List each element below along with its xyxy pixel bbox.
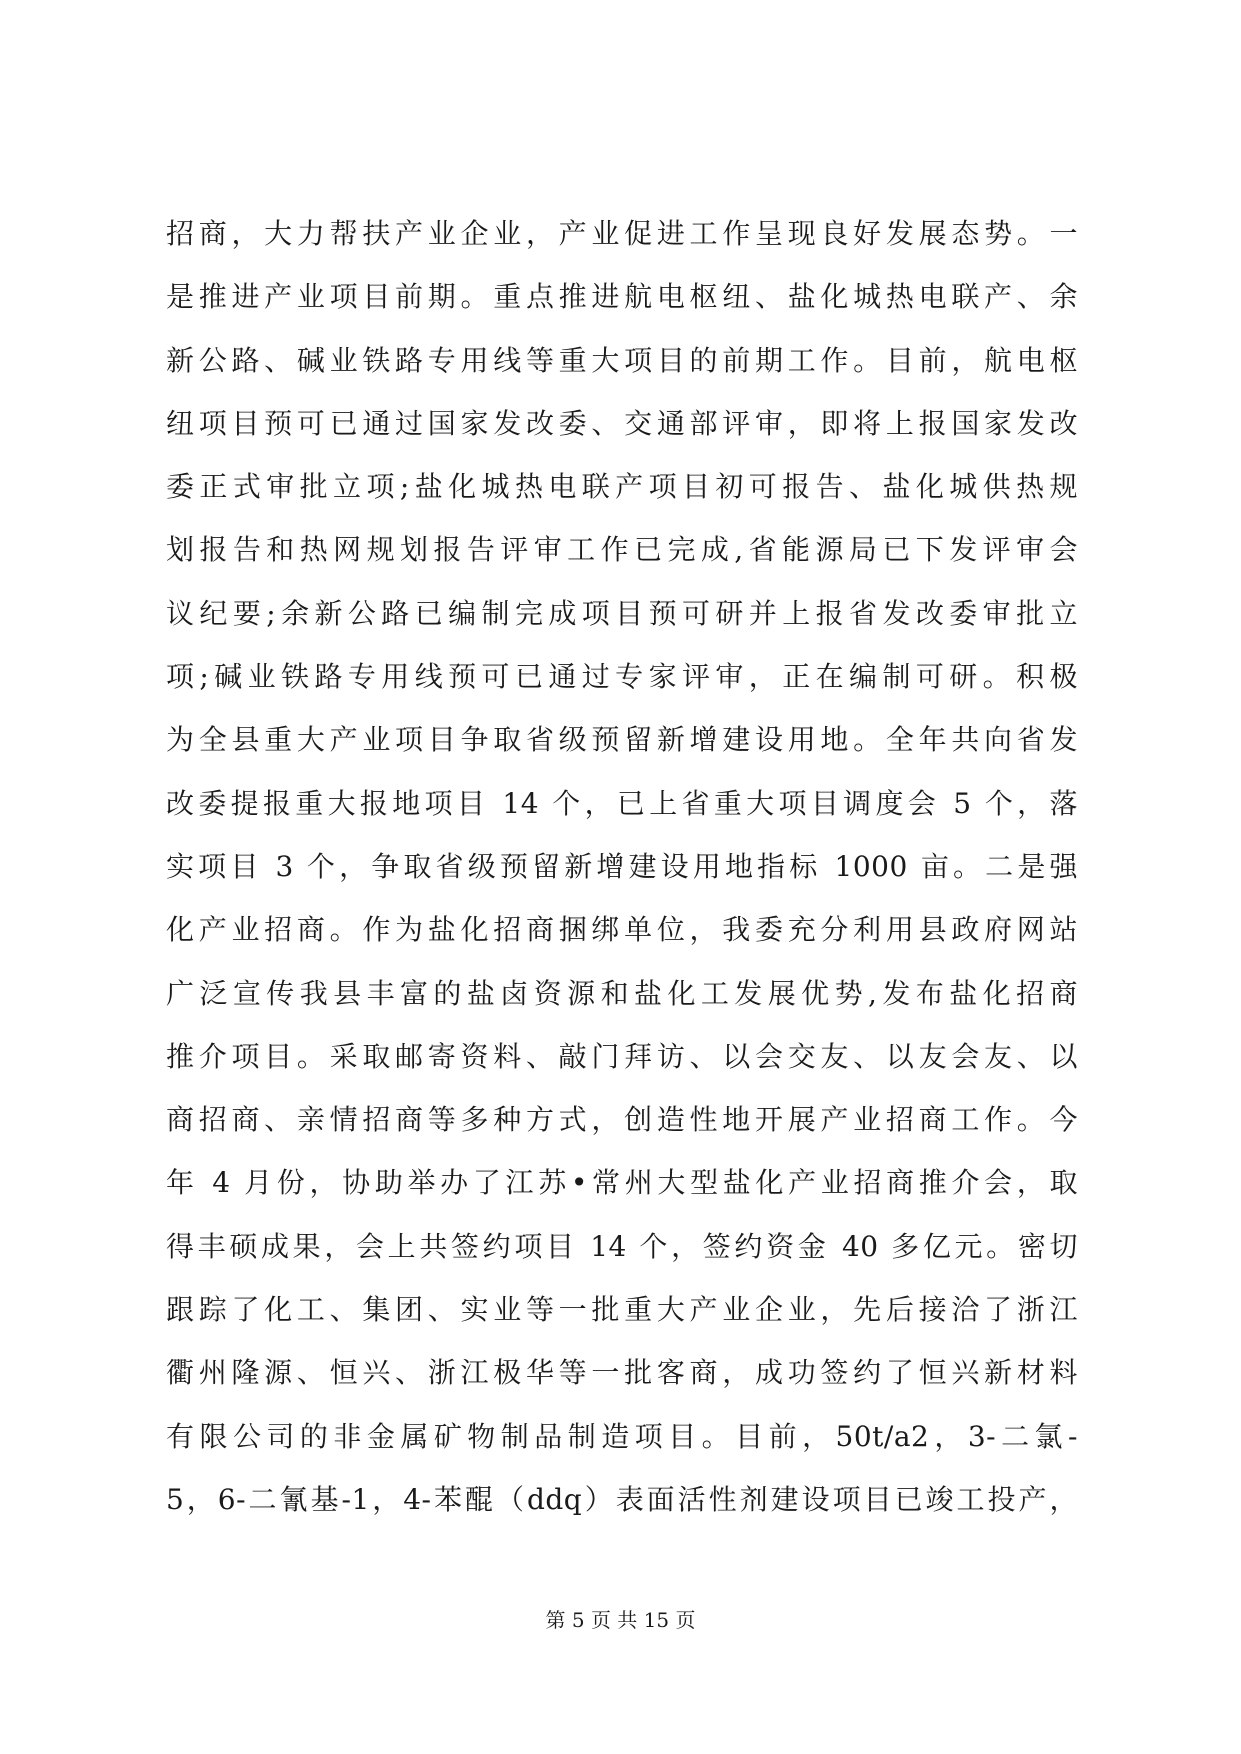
text-line: 为全县重大产业项目争取省级预留新增建设用地。全年共向省发 — [166, 723, 1078, 757]
text-line: 5，6-二氰基-1，4-苯醌（ddq）表面活性剂建设项目已竣工投产， — [166, 1482, 1078, 1516]
text-line: 招商，大力帮扶产业企业，产业促进工作呈现良好发展态势。一 — [166, 217, 1078, 250]
text-line: 得丰硕成果，会上共签约项目 14 个，签约资金 40 多亿元。密切 — [166, 1229, 1078, 1263]
text-line: 项;碱业铁路专用线预可已通过专家评审，正在编制可研。积极 — [166, 660, 1078, 694]
text-line: 跟踪了化工、集团、实业等一批重大产业企业，先后接洽了浙江 — [166, 1293, 1078, 1327]
text-line: 纽项目预可已通过国家发改委、交通部评审，即将上报国家发改 — [166, 406, 1078, 440]
text-line: 衢州隆源、恒兴、浙江极华等一批客商，成功签约了恒兴新材料 — [166, 1356, 1078, 1390]
page-footer — [0, 1604, 1241, 1633]
page-number: 第 5 页 共 15 页 — [545, 1608, 696, 1632]
text-line: 委正式审批立项;盐化城热电联产项目初可报告、盐化城供热规 — [166, 470, 1078, 504]
text-line: 改委提报重大报地项目 14 个，已上省重大项目调度会 5 个，落 — [166, 786, 1078, 820]
text-line: 划报告和热网规划报告评审工作已完成,省能源局已下发评审会 — [166, 533, 1078, 567]
text-line: 广泛宣传我县丰富的盐卤资源和盐化工发展优势,发布盐化招商 — [166, 976, 1078, 1010]
text-line: 是推进产业项目前期。重点推进航电枢纽、盐化城热电联产、余 — [166, 280, 1078, 314]
body-text — [166, 202, 1078, 1531]
text-line: 实项目 3 个，争取省级预留新增建设用地指标 1000 亩。二是强 — [166, 849, 1078, 883]
text-line: 推介项目。采取邮寄资料、敲门拜访、以会交友、以友会友、以 — [166, 1039, 1078, 1073]
text-line: 化产业招商。作为盐化招商捆绑单位，我委充分利用县政府网站 — [166, 913, 1078, 947]
text-line: 有限公司的非金属矿物制品制造项目。目前，50t/a2，3-二氯- — [166, 1419, 1078, 1453]
text-line: 议纪要;余新公路已编制完成项目预可研并上报省发改委审批立 — [166, 596, 1078, 630]
text-line: 商招商、亲情招商等多种方式，创造性地开展产业招商工作。今 — [166, 1103, 1078, 1137]
text-line: 新公路、碱业铁路专用线等重大项目的前期工作。目前，航电枢 — [166, 343, 1078, 377]
text-line: 年 4 月份，协助举办了江苏•常州大型盐化产业招商推介会，取 — [166, 1166, 1078, 1200]
